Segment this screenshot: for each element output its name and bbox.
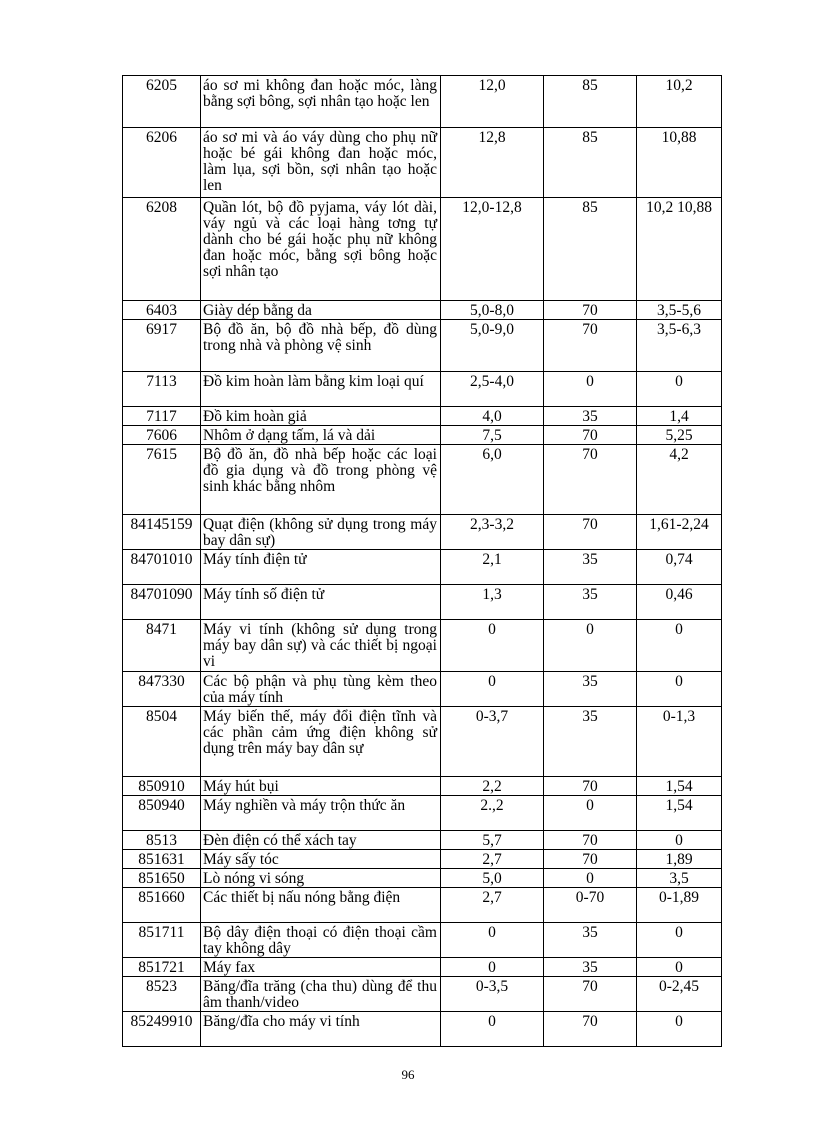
result-cell: 10,2 10,88 — [637, 198, 722, 301]
table-row — [123, 958, 722, 977]
table-row — [123, 301, 722, 320]
table-row — [123, 550, 722, 585]
result-cell: 0 — [637, 620, 722, 672]
percent-cell: 0 — [544, 869, 637, 888]
rate-cell: 0 — [441, 620, 544, 672]
result-cell: 0 — [637, 672, 722, 707]
percent-cell: 85 — [544, 128, 637, 198]
hs-code-cell: 7113 — [123, 372, 201, 407]
rate-cell: 2,7 — [441, 850, 544, 869]
rate-cell: 6,0 — [441, 445, 544, 515]
rate-cell: 4,0 — [441, 407, 544, 426]
result-cell: 0 — [637, 831, 722, 850]
table-row — [123, 1012, 722, 1047]
hs-code-cell: 84701090 — [123, 585, 201, 620]
percent-cell: 70 — [544, 1012, 637, 1047]
result-cell: 0,74 — [637, 550, 722, 585]
rate-cell: 7,5 — [441, 426, 544, 445]
table-row — [123, 923, 722, 958]
table-row — [123, 672, 722, 707]
table-row — [123, 831, 722, 850]
hs-code-cell: 8513 — [123, 831, 201, 850]
table-row — [123, 777, 722, 796]
percent-cell: 0 — [544, 620, 637, 672]
percent-cell: 35 — [544, 707, 637, 777]
percent-cell: 70 — [544, 445, 637, 515]
hs-code-cell: 6208 — [123, 198, 201, 301]
table-row — [123, 796, 722, 831]
rate-cell: 5,7 — [441, 831, 544, 850]
result-cell: 3,5-6,3 — [637, 320, 722, 372]
hs-code-cell: 85249910 — [123, 1012, 201, 1047]
description-cell: Đồ kim hoàn giả — [201, 407, 441, 426]
description-cell: Nhôm ở dạng tấm, lá và dải — [201, 426, 441, 445]
rate-cell: 12,0 — [441, 76, 544, 128]
percent-cell: 35 — [544, 958, 637, 977]
rate-cell: 5,0-8,0 — [441, 301, 544, 320]
result-cell: 0-1,3 — [637, 707, 722, 777]
description-cell: Quần lót, bộ đồ pyjama, váy lót dài, váy ngủ và các loại hàng tơng tự dành cho bé gái hoặc phụ nữ không đan hoặc móc, bằng sợi bông hoặc sợi nhân tạo — [201, 198, 441, 301]
hs-code-cell: 84145159 — [123, 515, 201, 550]
page-number: 96 — [401, 1067, 415, 1082]
description-cell: Máy tính điện tử — [201, 550, 441, 585]
hs-code-cell: 847330 — [123, 672, 201, 707]
rate-cell: 0-3,7 — [441, 707, 544, 777]
hs-code-cell: 7117 — [123, 407, 201, 426]
percent-cell: 35 — [544, 585, 637, 620]
table-row — [123, 128, 722, 198]
description-cell: Máy nghiền và máy trộn thức ăn — [201, 796, 441, 831]
description-cell: Máy sấy tóc — [201, 850, 441, 869]
description-cell: Máy vi tính (không sử dụng trong máy bay dân sự) và các thiết bị ngoại vi — [201, 620, 441, 672]
hs-code-cell: 850940 — [123, 796, 201, 831]
hs-code-cell: 850910 — [123, 777, 201, 796]
result-cell: 3,5 — [637, 869, 722, 888]
description-cell: Băng/đĩa cho máy vi tính — [201, 1012, 441, 1047]
percent-cell: 70 — [544, 977, 637, 1012]
table-row — [123, 445, 722, 515]
description-cell: Lò nóng vi sóng — [201, 869, 441, 888]
description-cell: Bộ dây điện thoại có điện thoại cầm tay không dây — [201, 923, 441, 958]
table-row — [123, 407, 722, 426]
table-row — [123, 320, 722, 372]
table-row — [123, 620, 722, 672]
table-row — [123, 198, 722, 301]
hs-code-cell: 6205 — [123, 76, 201, 128]
hs-code-cell: 8504 — [123, 707, 201, 777]
result-cell: 0 — [637, 958, 722, 977]
table-row — [123, 76, 722, 128]
rate-cell: 2,1 — [441, 550, 544, 585]
rate-cell: 2,5-4,0 — [441, 372, 544, 407]
result-cell: 1,54 — [637, 777, 722, 796]
result-cell: 1,89 — [637, 850, 722, 869]
percent-cell: 35 — [544, 672, 637, 707]
rate-cell: 2,2 — [441, 777, 544, 796]
description-cell: Đồ kim hoàn làm bằng kim loại quí — [201, 372, 441, 407]
result-cell: 1,4 — [637, 407, 722, 426]
hs-code-cell: 851711 — [123, 923, 201, 958]
result-cell: 0-1,89 — [637, 888, 722, 923]
result-cell: 0-2,45 — [637, 977, 722, 1012]
table-row — [123, 585, 722, 620]
result-cell: 5,25 — [637, 426, 722, 445]
table-row — [123, 977, 722, 1012]
percent-cell: 70 — [544, 301, 637, 320]
rate-cell: 12,0-12,8 — [441, 198, 544, 301]
percent-cell: 85 — [544, 198, 637, 301]
tariff-table — [122, 75, 722, 1047]
percent-cell: 0-70 — [544, 888, 637, 923]
result-cell: 0,46 — [637, 585, 722, 620]
hs-code-cell: 851721 — [123, 958, 201, 977]
table-row — [123, 372, 722, 407]
table-row — [123, 888, 722, 923]
rate-cell: 12,8 — [441, 128, 544, 198]
percent-cell: 70 — [544, 515, 637, 550]
table-row — [123, 869, 722, 888]
hs-code-cell: 6917 — [123, 320, 201, 372]
description-cell: Các bộ phận và phụ tùng kèm theo của máy tính — [201, 672, 441, 707]
percent-cell: 70 — [544, 831, 637, 850]
percent-cell: 70 — [544, 320, 637, 372]
rate-cell: 0 — [441, 923, 544, 958]
rate-cell: 0 — [441, 958, 544, 977]
result-cell: 4,2 — [637, 445, 722, 515]
result-cell: 0 — [637, 923, 722, 958]
description-cell: Máy hút bụi — [201, 777, 441, 796]
table-row — [123, 426, 722, 445]
hs-code-cell: 7615 — [123, 445, 201, 515]
description-cell: Máy fax — [201, 958, 441, 977]
description-cell: Bộ đồ ăn, đồ nhà bếp hoặc các loại đồ gia dụng và đồ trong phòng vệ sinh khác bằng nhôm — [201, 445, 441, 515]
percent-cell: 70 — [544, 850, 637, 869]
percent-cell: 35 — [544, 407, 637, 426]
percent-cell: 70 — [544, 426, 637, 445]
rate-cell: 2,3-3,2 — [441, 515, 544, 550]
percent-cell: 35 — [544, 923, 637, 958]
hs-code-cell: 851650 — [123, 869, 201, 888]
percent-cell: 0 — [544, 796, 637, 831]
percent-cell: 35 — [544, 550, 637, 585]
rate-cell: 0 — [441, 1012, 544, 1047]
rate-cell: 5,0 — [441, 869, 544, 888]
hs-code-cell: 84701010 — [123, 550, 201, 585]
hs-code-cell: 7606 — [123, 426, 201, 445]
description-cell: Quạt điện (không sử dụng trong máy bay dân sự) — [201, 515, 441, 550]
description-cell: áo sơ mi không đan hoặc móc, làng bằng sợi bông, sợi nhân tạo hoặc len — [201, 76, 441, 128]
hs-code-cell: 6403 — [123, 301, 201, 320]
result-cell: 10,88 — [637, 128, 722, 198]
percent-cell: 70 — [544, 777, 637, 796]
rate-cell: 0 — [441, 672, 544, 707]
description-cell: Máy biến thế, máy đổi điện tĩnh và các phần cảm ứng điện không sử dụng trên máy bay dân sự — [201, 707, 441, 777]
rate-cell: 5,0-9,0 — [441, 320, 544, 372]
description-cell: Các thiết bị nấu nóng bằng điện — [201, 888, 441, 923]
description-cell: áo sơ mi và áo váy dùng cho phụ nữ hoặc bé gái không đan hoặc móc, làm lụa, sợi bồn, sợi nhân tạo hoặc len — [201, 128, 441, 198]
hs-code-cell: 8523 — [123, 977, 201, 1012]
rate-cell: 2.,2 — [441, 796, 544, 831]
description-cell: Băng/đĩa trăng (cha thu) dùng để thu âm thanh/video — [201, 977, 441, 1012]
hs-code-cell: 851660 — [123, 888, 201, 923]
percent-cell: 0 — [544, 372, 637, 407]
table-row — [123, 707, 722, 777]
result-cell: 3,5-5,6 — [637, 301, 722, 320]
hs-code-cell: 851631 — [123, 850, 201, 869]
rate-cell: 0-3,5 — [441, 977, 544, 1012]
hs-code-cell: 6206 — [123, 128, 201, 198]
table-row — [123, 850, 722, 869]
result-cell: 0 — [637, 372, 722, 407]
percent-cell: 85 — [544, 76, 637, 128]
description-cell: Bộ đồ ăn, bộ đồ nhà bếp, đồ dùng trong nhà và phòng vệ sinh — [201, 320, 441, 372]
hs-code-cell: 8471 — [123, 620, 201, 672]
rate-cell: 2,7 — [441, 888, 544, 923]
description-cell: Đèn điện có thể xách tay — [201, 831, 441, 850]
description-cell: Giày dép bằng da — [201, 301, 441, 320]
result-cell: 1,61-2,24 — [637, 515, 722, 550]
table-row — [123, 515, 722, 550]
result-cell: 10,2 — [637, 76, 722, 128]
rate-cell: 1,3 — [441, 585, 544, 620]
result-cell: 1,54 — [637, 796, 722, 831]
description-cell: Máy tính số điện tử — [201, 585, 441, 620]
result-cell: 0 — [637, 1012, 722, 1047]
